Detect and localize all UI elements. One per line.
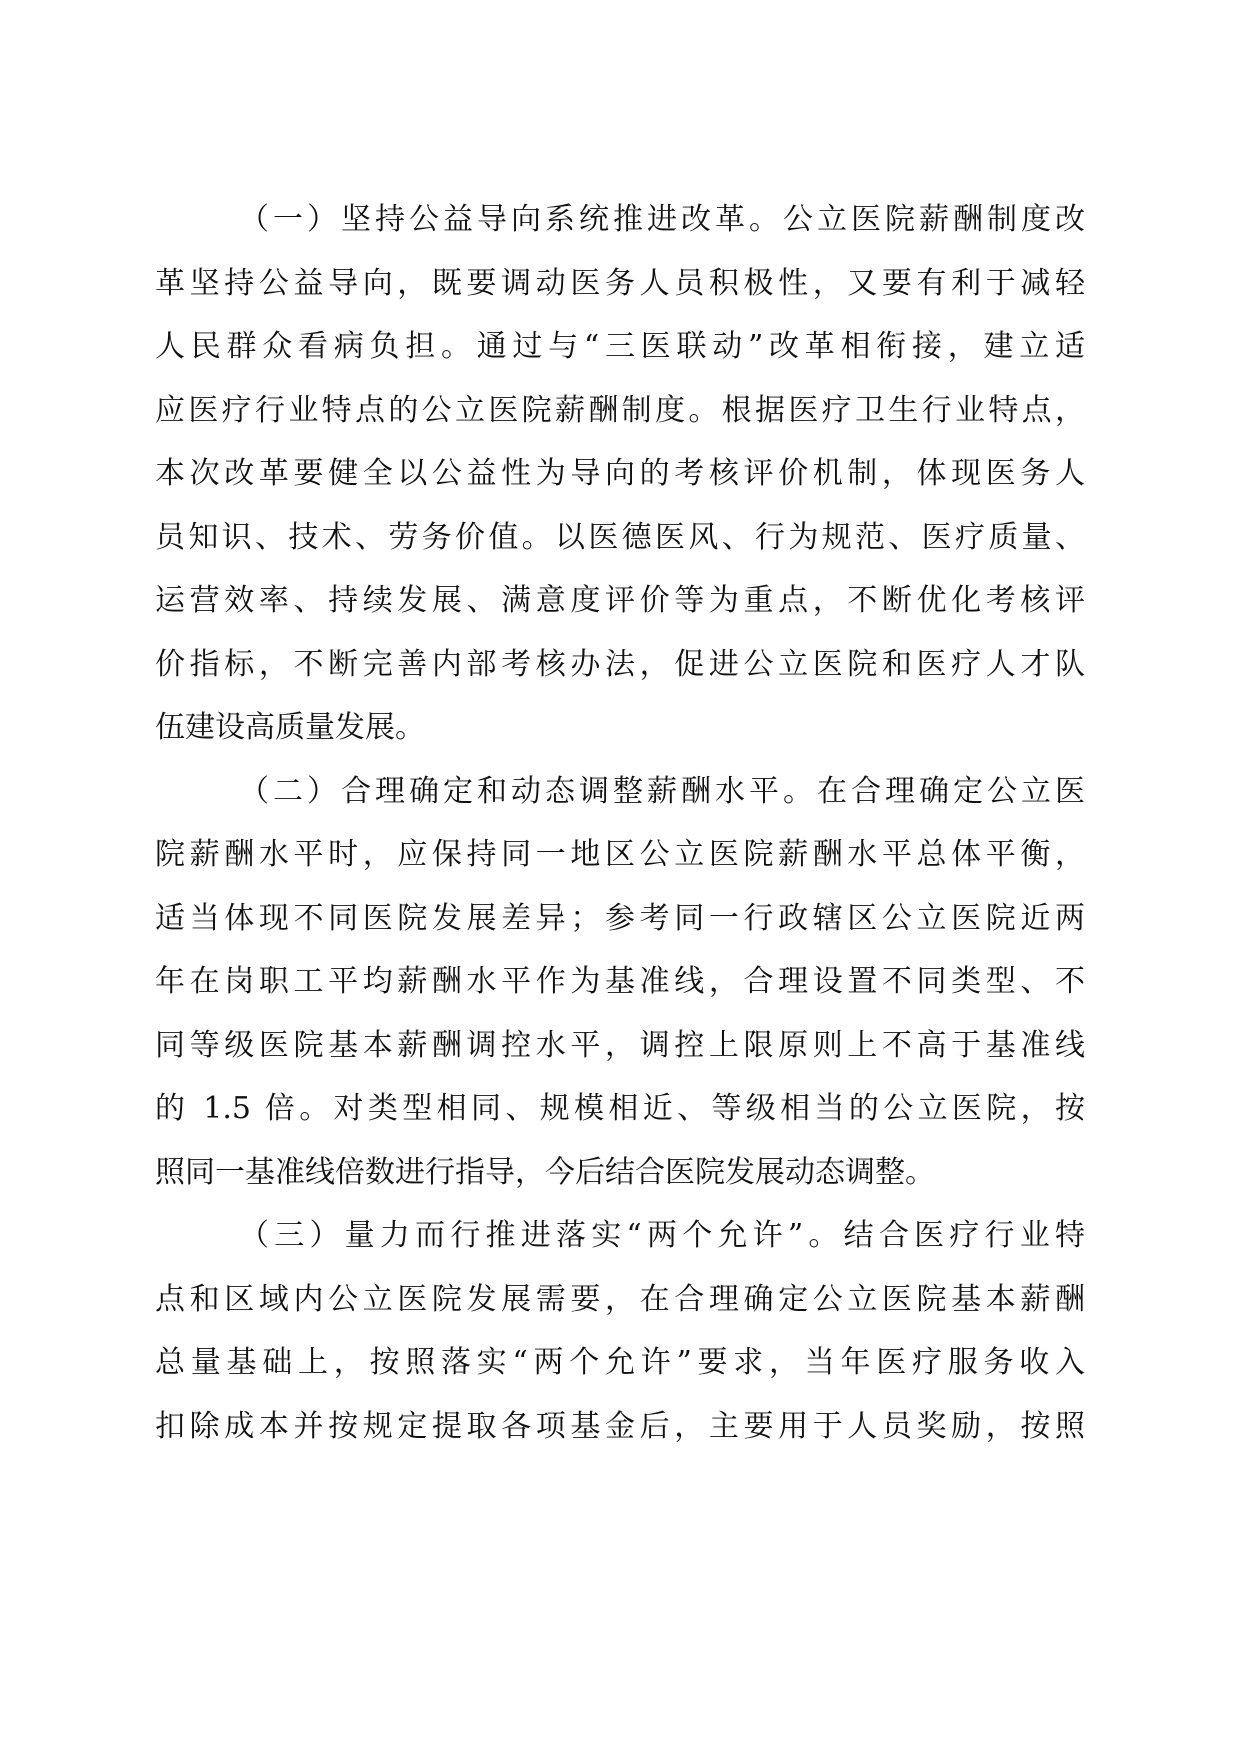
text-line: 扣除成本并按规定提取各项基金后，主要用于人员奖励，按照: [155, 1408, 1085, 1444]
text-line: （二）合理确定和动态调整薪酬水平。在合理确定公立医: [239, 773, 1085, 809]
text-line: 伍建设高质量发展。: [155, 710, 425, 745]
text-line: 价指标，不断完善内部考核办法，促进公立医院和医疗人才队: [155, 646, 1085, 682]
text-line: 革坚持公益导向，既要调动医务人员积极性，又要有利于减轻: [155, 265, 1085, 301]
text-line: 应医疗行业特点的公立医院薪酬制度。根据医疗卫生行业特点，: [155, 392, 1085, 428]
text-line: 员知识、技术、劳务价值。以医德医风、行为规范、医疗质量、: [155, 519, 1085, 555]
text-line: （三）量力而行推进落实“两个允许”。结合医疗行业特: [239, 1218, 1085, 1253]
text-line: 院薪酬水平时，应保持同一地区公立医院薪酬水平总体平衡，: [155, 837, 1085, 872]
text-line: 同等级医院基本薪酬调控水平，调控上限原则上不高于基准线: [155, 1027, 1085, 1063]
text-line: 照同一基准线倍数进行指导，今后结合医院发展动态调整。: [155, 1154, 935, 1190]
text-line: 适当体现不同医院发展差异；参考同一行政辖区公立医院近两: [155, 900, 1085, 936]
text-line: 人民群众看病负担。通过与“三医联动”改革相衔接，建立适: [155, 329, 1085, 364]
document-body: [155, 188, 1085, 1458]
text-line: 运营效率、持续发展、满意度评价等为重点，不断优化考核评: [155, 583, 1085, 618]
paragraph-2: [155, 760, 1085, 1205]
text-line: 点和区域内公立医院发展需要，在合理确定公立医院基本薪酬: [155, 1281, 1085, 1317]
text-line: 总量基础上，按照落实“两个允许”要求，当年医疗服务收入: [155, 1345, 1085, 1380]
text-line: 年在岗职工平均薪酬水平作为基准线，合理设置不同类型、不: [155, 964, 1085, 999]
paragraph-1: [155, 188, 1085, 760]
text-line: 的 1.5 倍。对类型相同、规模相近、等级相当的公立医院，按: [155, 1091, 1085, 1126]
paragraph-3: [155, 1204, 1085, 1458]
text-line: （一）坚持公益导向系统推进改革。公立医院薪酬制度改: [239, 202, 1085, 237]
text-line: 本次改革要健全以公益性为导向的考核评价机制，体现医务人: [155, 456, 1085, 491]
